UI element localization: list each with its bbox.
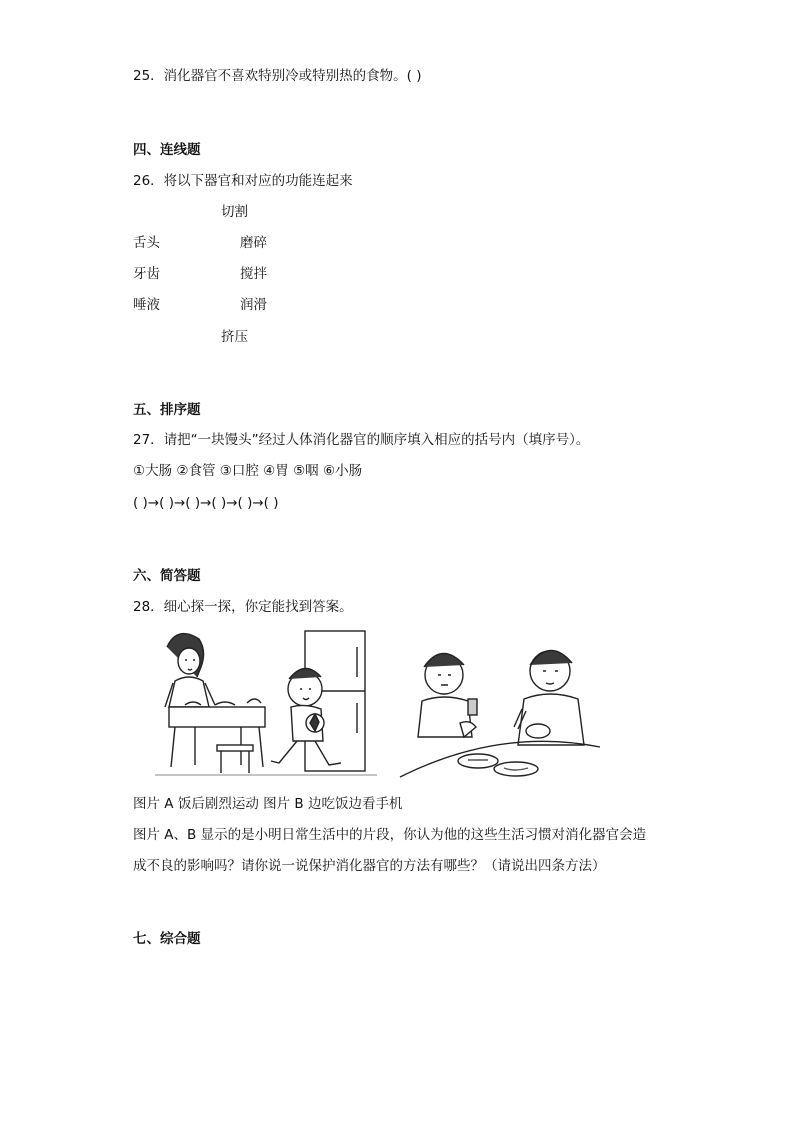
section-5-title: 五、排序题: [133, 402, 201, 418]
question-28-line-2: 成不良的影响吗？请你说一说保护消化器官的方法有哪些？（请说出四条方法）: [133, 858, 606, 874]
organ-teeth: 牙齿: [133, 266, 160, 282]
function-stir: 搅拌: [240, 266, 267, 282]
question-27-prompt: 27．请把“一块馒头”经过人体消化器官的顺序填入相应的括号内（填序号）。: [133, 432, 590, 448]
section-6-title: 六、简答题: [133, 568, 201, 584]
function-lubricate: 润滑: [240, 297, 267, 313]
function-cut: 切割: [221, 204, 248, 220]
question-27-answer-blanks[interactable]: ( )→( )→( )→( )→( )→( ): [133, 495, 279, 511]
picture-b-illustration: [398, 627, 603, 783]
organ-tongue: 舌头: [133, 235, 160, 251]
function-squeeze: 挤压: [221, 329, 248, 345]
picture-captions: 图片 A 饭后剧烈运动 图片 B 边吃饭边看手机: [133, 796, 403, 812]
section-4-title: 四、连线题: [133, 142, 201, 158]
question-26-prompt: 26．将以下器官和对应的功能连起来: [133, 173, 353, 189]
organ-saliva: 唾液: [133, 297, 160, 313]
question-28-line-1: 图片 A、B 显示的是小明日常生活中的片段，你认为他的这些生活习惯对消化器官会造: [133, 827, 647, 843]
question-25: 25．消化器官不喜欢特别冷或特别热的食物。( ): [133, 68, 422, 84]
section-7-title: 七、综合题: [133, 931, 201, 947]
question-28-prompt: 28．细心探一探，你定能找到答案。: [133, 599, 353, 615]
question-27-options: ①大肠 ②食管 ③口腔 ④胃 ⑤咽 ⑥小肠: [133, 463, 363, 479]
picture-a-illustration: [155, 627, 377, 783]
function-grind: 磨碎: [240, 235, 267, 251]
